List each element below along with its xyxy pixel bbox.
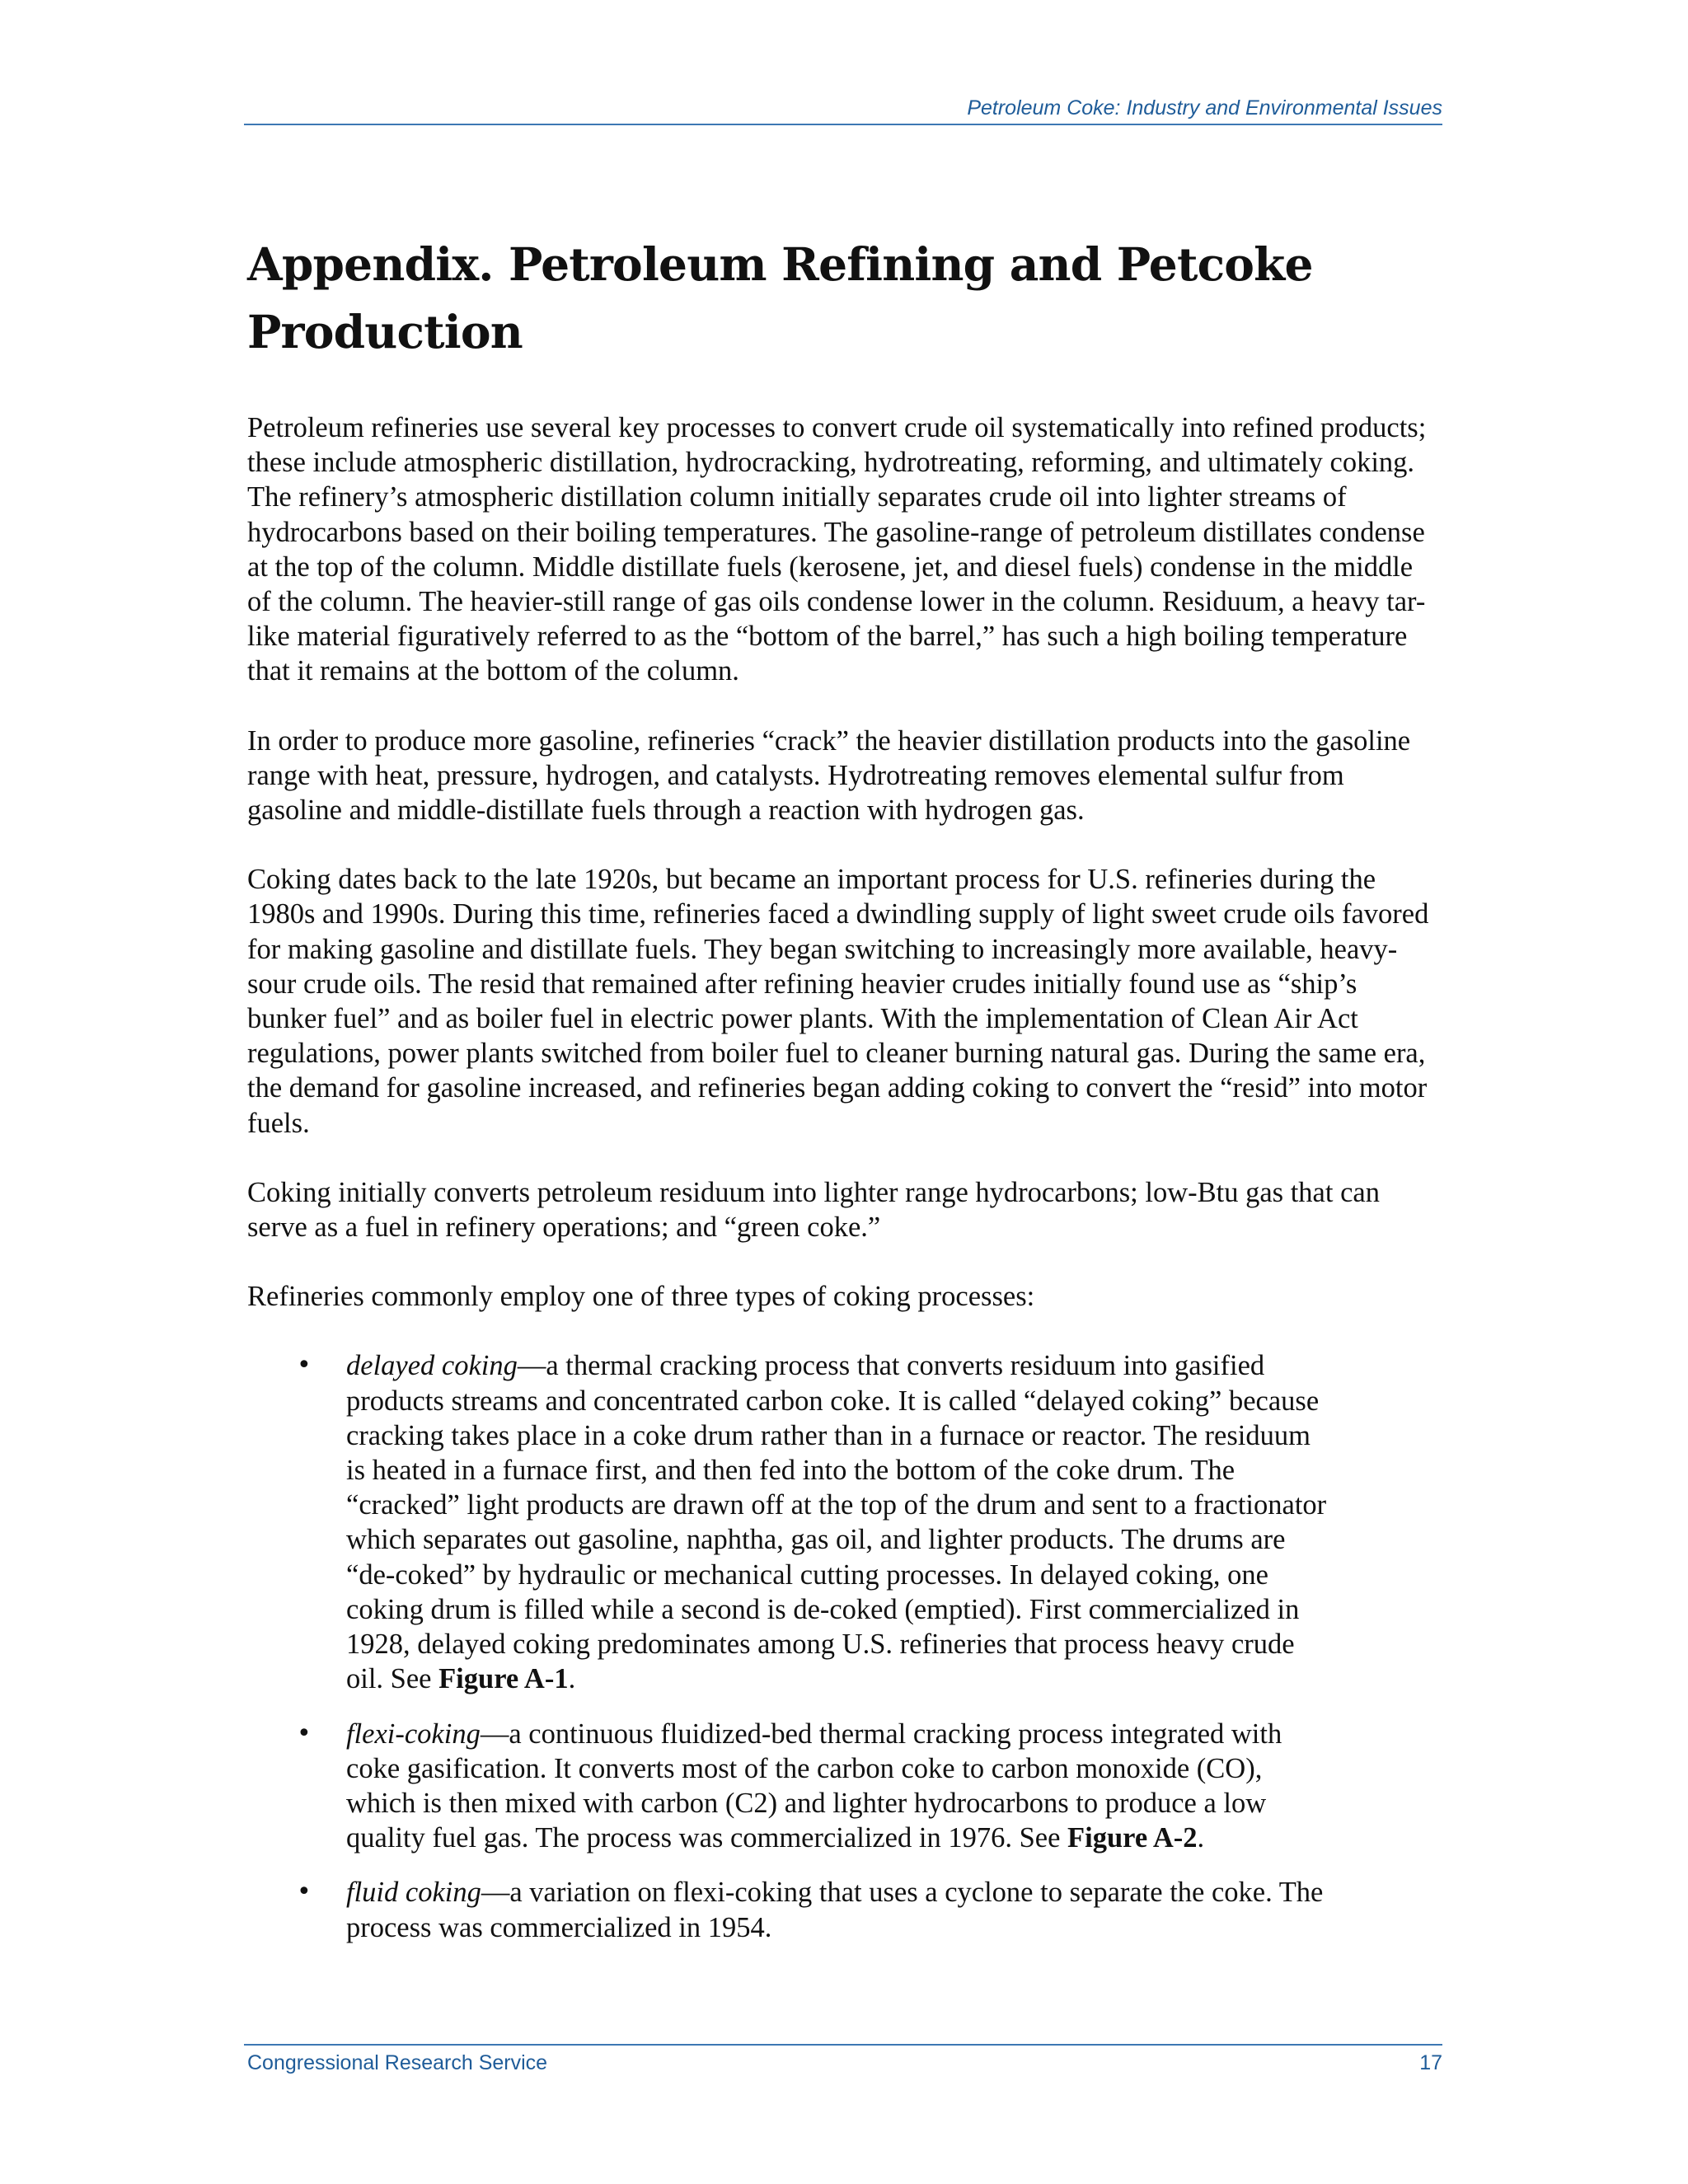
figure-reference: Figure A-2 bbox=[1067, 1822, 1198, 1854]
list-item bbox=[247, 1875, 1335, 1944]
paragraph: Petroleum refineries use several key processes to convert crude oil systematically into refined products; these include atmospheric distillation, hydrocracking, hydrotreating, reforming, and ultimately coking. The refinery’s atmospheric distillation column initially separates crude oil into lighter streams of hydrocarbons based on their boiling temperatures. The gasoline-range of petroleum distillates condense at the top of the column. Middle distillate fuels (kerosene, jet, and diesel fuels) condense in the middle of the column. The heavier-still range of gas oils condense lower in the column. Residuum, a heavy tar-like material figuratively referred to as the “bottom of the barrel,” has such a high boiling temperature that it remains at the bottom of the column. bbox=[247, 412, 1427, 687]
list-item-term: fluid coking bbox=[346, 1877, 481, 1909]
coking-process-list bbox=[247, 1348, 1442, 1944]
paragraph: In order to produce more gasoline, refineries “crack” the heavier distillation products into the gasoline range with heat, pressure, hydrogen, and catalysts. Hydrotreating removes elemental sulfur from gasoline and middle-distillate fuels through a reaction with hydrogen gas. bbox=[247, 724, 1411, 827]
list-item-tail: . bbox=[1197, 1822, 1205, 1854]
bullet-icon: • bbox=[297, 1718, 312, 1748]
page-title: Appendix. Petroleum Refining and Petcoke Production bbox=[247, 237, 1313, 359]
paragraph: Refineries commonly employ one of three types of coking processes: bbox=[247, 1281, 1035, 1313]
header-rule bbox=[244, 124, 1442, 125]
figure-reference: Figure A-1 bbox=[438, 1663, 569, 1695]
running-header: Petroleum Coke: Industry and Environmental Issues bbox=[967, 96, 1442, 120]
main-content bbox=[247, 231, 1442, 1965]
list-item-tail: . bbox=[568, 1663, 576, 1695]
list-item-term: delayed coking bbox=[346, 1350, 518, 1382]
footer-rule bbox=[244, 2044, 1442, 2046]
list-item bbox=[247, 1717, 1335, 1856]
bullet-icon: • bbox=[297, 1351, 312, 1380]
footer-source: Congressional Research Service bbox=[247, 2051, 548, 2074]
paragraph: Coking dates back to the late 1920s, but became an important process for U.S. refineries during the 1980s and 1990s. During this time, refineries faced a dwindling supply of light sweet crude oils favored for making gasoline and distillate fuels. They began switching to increasingly more available, heavy-sour crude oils. The resid that remained after refining heavier crudes initially found use as “ship’s bunker fuel” and as boiler fuel in electric power plants. With the implementation of Clean Air Act regulations, power plants switched from boiler fuel to cleaner burning natural gas. During the same era, the demand for gasoline increased, and refineries began adding coking to convert the “resid” into motor fuels. bbox=[247, 864, 1429, 1139]
paragraph: Coking initially converts petroleum residuum into lighter range hydrocarbons; low-Btu gas that can serve as a fuel in refinery operations; and “green coke.” bbox=[247, 1176, 1380, 1244]
list-item-text: —a variation on flexi-coking that uses a cyclone to separate the coke. The process was commercialized in 1954. bbox=[346, 1877, 1324, 1943]
page-number: 17 bbox=[1419, 2051, 1442, 2074]
list-item-text: —a continuous fluidized-bed thermal cracking process integrated with coke gasification. It converts most of the carbon coke to carbon monoxide (CO), which is then mixed with carbon (C2) and lighter hydrocarbons to produce a low quality fuel gas. The process was commercialized in 1976. See bbox=[346, 1718, 1282, 1854]
list-item-text: —a thermal cracking process that converts residuum into gasified products streams and concentrated carbon coke. It is called “delayed coking” because cracking takes place in a coke drum rather than in a furnace or reactor. The residuum is heated in a furnace first, and then fed into the bottom of the coke drum. The “cracked” light products are drawn off at the top of the drum and sent to a fractionator which separates out gasoline, naphtha, gas oil, and lighter products. The drums are “de-coked” by hydraulic or mechanical cutting processes. In delayed coking, one coking drum is filled while a second is de-coked (emptied). First commercialized in 1928, delayed coking predominates among U.S. refineries that process heavy crude oil. See bbox=[346, 1350, 1327, 1695]
bullet-icon: • bbox=[297, 1877, 312, 1907]
list-item-term: flexi-coking bbox=[346, 1718, 481, 1750]
list-item bbox=[247, 1348, 1335, 1696]
